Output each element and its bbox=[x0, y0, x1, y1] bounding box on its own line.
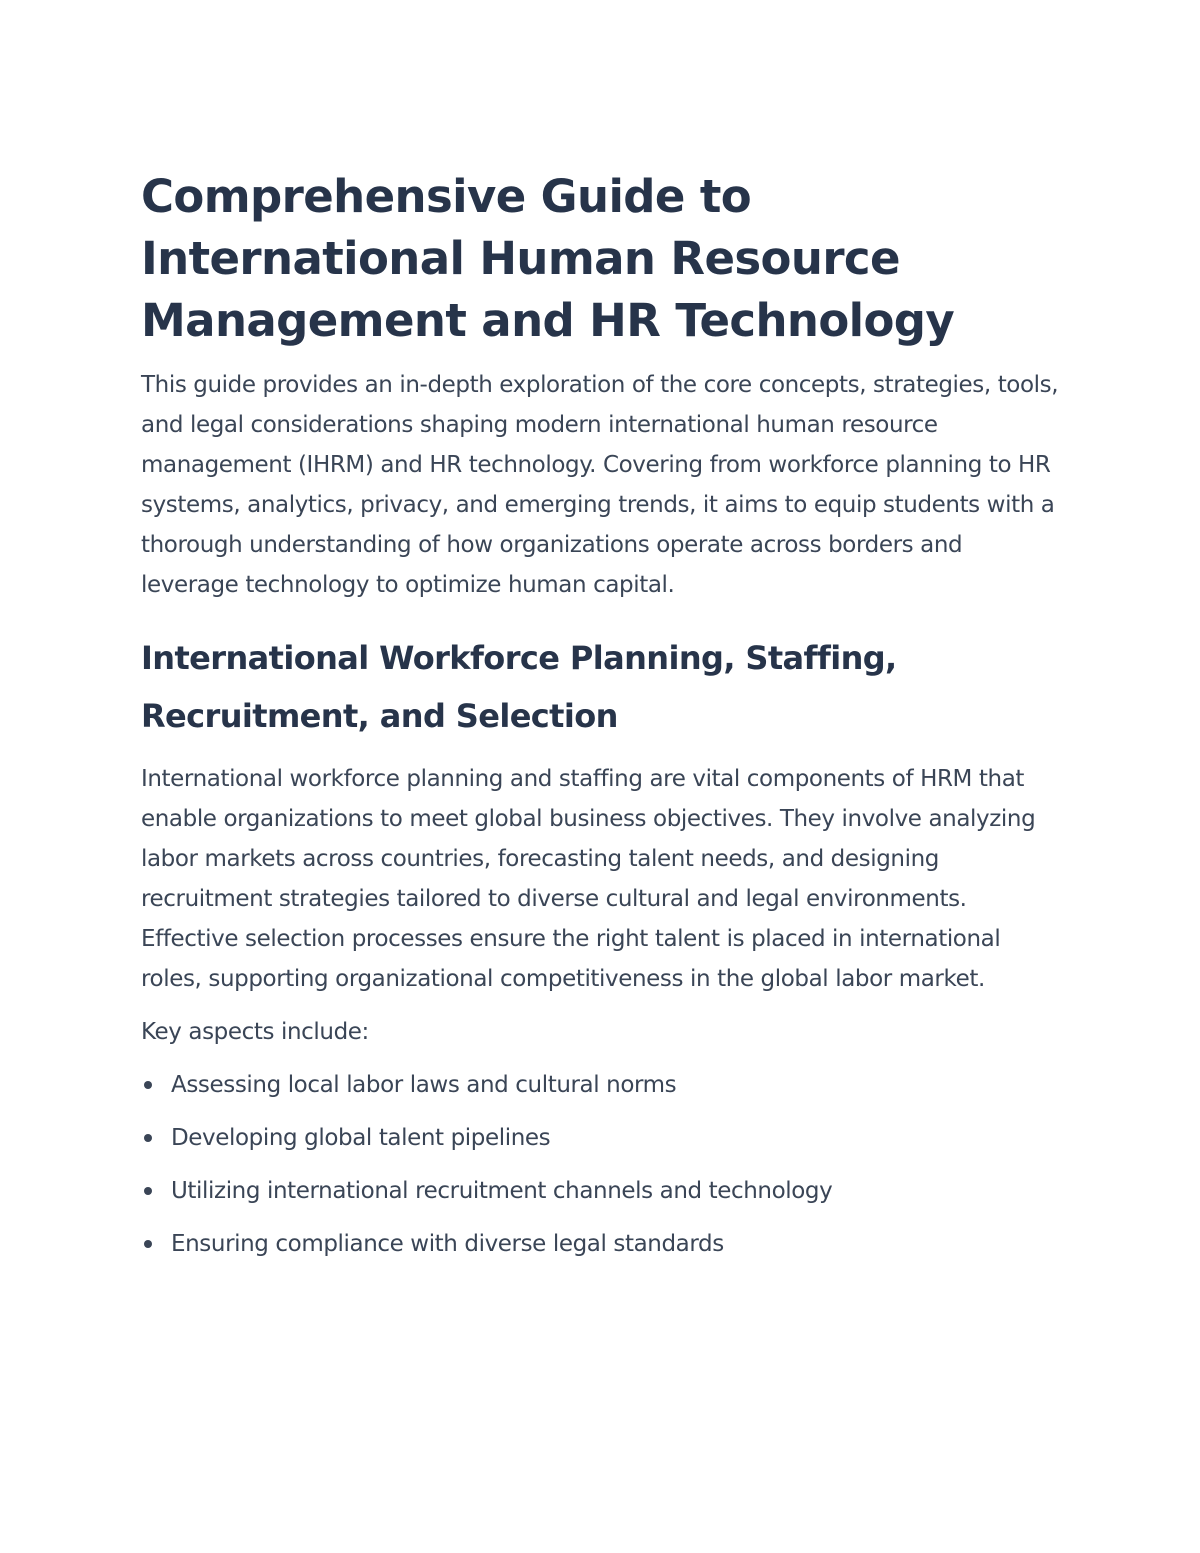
list-item bbox=[141, 1065, 1066, 1105]
document-title: Comprehensive Guide to International Human Resource Management and HR Technology bbox=[141, 170, 955, 347]
list-item-text: Utilizing international recruitment channels and technology bbox=[171, 1178, 833, 1204]
intro-paragraph: This guide provides an in-depth exploration of the core concepts, strategies, tools, and legal considerations shaping modern international human resource management (IHRM) and HR technology. Covering from workforce planning to HR systems, analytics, privacy, and emerging trends, it aims to equip students with a thorough understanding of how organizations operate across borders and leverage technology to optimize human capital. bbox=[141, 372, 1059, 598]
list-item bbox=[141, 1224, 1066, 1264]
bullet-icon bbox=[144, 1240, 152, 1248]
list-lead: Key aspects include: bbox=[141, 1019, 369, 1045]
bullet-icon bbox=[144, 1187, 152, 1195]
section-heading: International Workforce Planning, Staffing, Recruitment, and Selection bbox=[141, 639, 897, 735]
bullet-icon bbox=[144, 1081, 152, 1089]
list-item-text: Assessing local labor laws and cultural norms bbox=[171, 1072, 677, 1098]
section-paragraph: International workforce planning and staffing are vital components of HRM that enable organizations to meet global business objectives. They involve analyzing labor markets across countries, forecasting talent needs, and designing recruitment strategies tailored to diverse cultural and legal environments. Effective selection processes ensure the right talent is placed in international roles, supporting organizational competitiveness in the global labor market. bbox=[141, 766, 1036, 992]
key-aspects-list bbox=[141, 1065, 1066, 1264]
list-item-text: Developing global talent pipelines bbox=[171, 1125, 551, 1151]
list-item-text: Ensuring compliance with diverse legal standards bbox=[171, 1231, 724, 1257]
bullet-icon bbox=[144, 1134, 152, 1142]
list-item bbox=[141, 1171, 1066, 1211]
list-item bbox=[141, 1118, 1066, 1158]
document-page bbox=[141, 166, 1066, 1277]
